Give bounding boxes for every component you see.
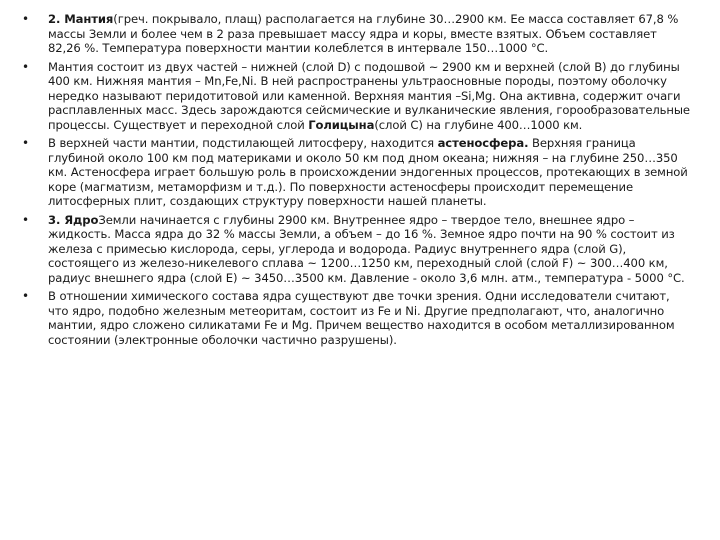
mantle-structure-text: Мантия состоит из двух частей – нижней (слой D) с подошвой ~ 2900 км и верхней (слой В) до глубины 400 км. Нижняя мантия – Mn,Fe,Ni. В ней распространены ультраосновные породы, поэтому оболочку нередко называют перидотитовой или каменной. Верхняя мантия –Si,Mg. Она активна, содержит очаги расплавленных масс. Здесь зарождаются сейсмические и вулканические явления, горообразовательные процессы. Существует и переходной слой xyxy=(48,59,690,132)
asthenosphere-term: астеносфера. xyxy=(437,136,529,150)
golitsyn-term: Голицына xyxy=(308,117,375,132)
bullet-dot: • xyxy=(22,136,29,150)
bullet-core xyxy=(0,213,720,286)
bullet-list xyxy=(0,12,720,347)
core-text: Земли начинается с глубины 2900 км. Внутреннее ядро – твердое тело, внешнее ядро – жидкость. Масса ядра до 32 % массы Земли, а объем – до 16 %. Земное ядро почти на 90 % состоит из железа с примесью кислорода, серы, углерода и водорода. Радиус внутреннего ядра (слой G), состоящего из железо-никелевого сплава ~ 1200…1250 км, переходный слой (слой F) ~ 300…400 км, радиус внешнего ядра (слой E) ~ 3450…3500 км. Давление - около 3,6 млн. атм., температура - 5000 °С. xyxy=(48,212,685,285)
asthenosphere-text-end: Верхняя граница глубиной около 100 км под материками и около 50 км под дном океана; нижняя – на глубине 250…350 км. Астеносфера играет большую роль в происхождении эндогенных процессов, протекающих в земной коре (магматизм, метаморфизм и т.д.). По поверхности астеносферы происходит перемещение литосферных плит, создающих структуру поверхности нашей планеты. xyxy=(48,136,688,208)
bullet-asthenosphere xyxy=(0,136,720,209)
bullet-mantle-structure xyxy=(0,60,720,133)
core-heading: 3. Ядро xyxy=(48,212,99,227)
core-composition-text: В отношении химического состава ядра существуют две точки зрения. Одни исследователи считают, что ядро, подобно железным метеоритам, состоит из Fe и Ni. Другие предполагают, что, аналогично мантии, ядро сложено силикатами Fe и Mg. Причем вещество находится в особом металлизированном состоянии (электронные оболочки частично разрушены). xyxy=(48,289,675,347)
mantle-intro-text: (греч. покрывало, плащ) располагается на глубине 30…2900 км. Ее масса составляет 67,8 % массы Земли и более чем в 2 раза превышает массу ядра и коры, вместе взятых. Объем составляет 82,26 %. Температура поверхности мантии колеблется в интервале 150…1000 °С. xyxy=(48,12,679,55)
bullet-dot: • xyxy=(22,289,29,303)
bullet-dot: • xyxy=(22,12,29,26)
bullet-mantle-intro xyxy=(0,12,720,56)
bullet-dot: • xyxy=(22,212,29,227)
mantle-heading: 2. Мантия xyxy=(48,12,114,26)
asthenosphere-text: В верхней части мантии, подстилающей литосферу, находится xyxy=(48,136,438,150)
mantle-structure-text-end: (слой С) на глубине 400…1000 км. xyxy=(374,117,583,132)
bullet-core-composition xyxy=(0,289,720,347)
bullet-dot: • xyxy=(22,59,29,74)
